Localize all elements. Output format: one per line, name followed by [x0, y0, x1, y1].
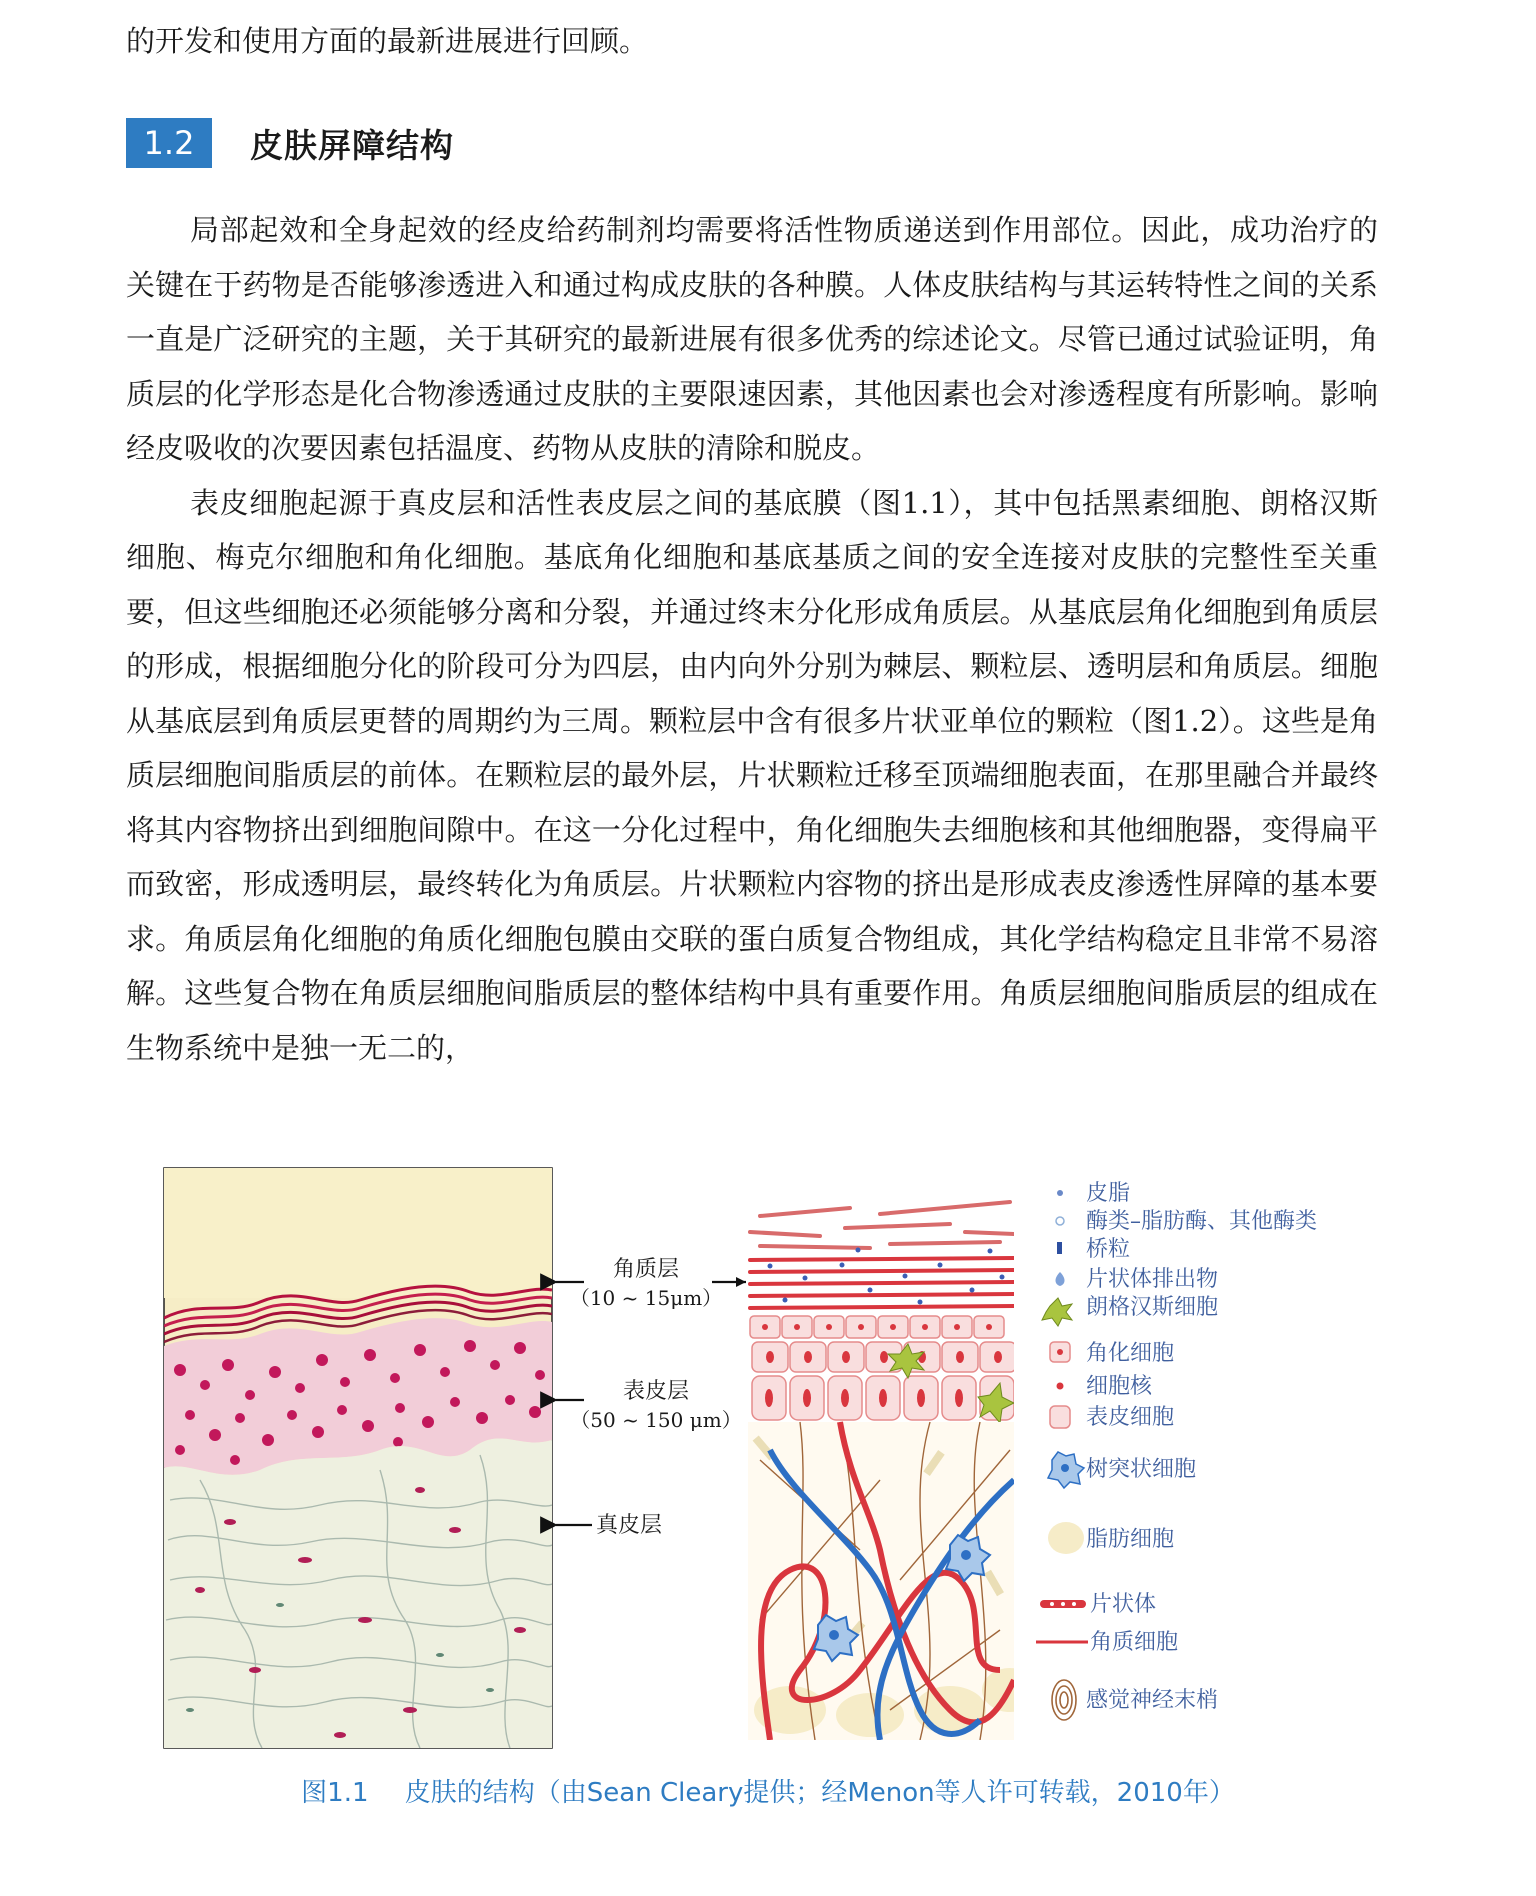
body-text [126, 203, 1378, 1075]
layer-label-stratum-corneum: 角质层 [612, 1257, 680, 1282]
caption-text: 皮肤的结构（由Sean Cleary提供；经Menon等人许可转载，2010年） [404, 1778, 1235, 1808]
fat-cell-icon [1048, 1522, 1084, 1554]
histology-photo [164, 1168, 552, 1748]
figure-number: 图1.1 [301, 1778, 369, 1808]
nerve-ending-icon [1052, 1680, 1076, 1720]
bar-icon [1057, 1242, 1062, 1254]
legend-item: 皮脂 [1086, 1181, 1131, 1206]
legend-labels [1086, 1181, 1317, 1713]
section-number: 1.2 [126, 118, 212, 168]
section-heading [126, 118, 454, 168]
circle-icon [1056, 1217, 1064, 1225]
legend-icons [1036, 1190, 1088, 1720]
legend-item: 表皮细胞 [1086, 1405, 1175, 1430]
drop-icon [1056, 1272, 1065, 1286]
legend-item: 角化细胞 [1086, 1341, 1175, 1366]
paragraph: 局部起效和全身起效的经皮给药制剂均需要将活性物质递送到作用部位。因此，成功治疗的关键在于药物是否能够渗透进入和通过构成皮肤的各种膜。人体皮肤结构与其运转特性之间的关系一直是广泛研究的主题，关于其研究的最新进展有很多优秀的综述论文。尽管已通过试验证明，角质层的化学形态是化合物渗透通过皮肤的主要限速因素，其他因素也会对渗透程度有所影响。影响经皮吸收的次要因素包括温度、药物从皮肤的清除和脱皮。 [126, 213, 1378, 465]
continued-text-line: 的开发和使用方面的最新进展进行回顾。 [126, 24, 649, 58]
legend-item: 感觉神经末梢 [1086, 1688, 1219, 1713]
legend-item: 角质细胞 [1090, 1630, 1179, 1655]
layer-labels [570, 1257, 742, 1538]
legend-item: 朗格汉斯细胞 [1086, 1295, 1219, 1320]
figure-caption [0, 1772, 1536, 1809]
dot-icon [1057, 1190, 1063, 1196]
figure-illustration [0, 1150, 1536, 1770]
nucleus-icon [1057, 1383, 1064, 1390]
legend-item: 桥粒 [1086, 1237, 1131, 1262]
legend-item: 片状体排出物 [1086, 1267, 1219, 1292]
layer-range-epidermis: （50 ~ 150 μm） [570, 1408, 742, 1432]
legend-item: 细胞核 [1086, 1374, 1153, 1399]
skin-structure-figure [0, 1150, 1536, 1770]
legend-item: 片状体 [1090, 1592, 1157, 1617]
legend-item: 脂肪细胞 [1086, 1527, 1175, 1552]
langerhans-cell-icon [1042, 1298, 1072, 1326]
paragraph: 表皮细胞起源于真皮层和活性表皮层之间的基底膜（图1.1），其中包括黑素细胞、朗格汉斯细胞、梅克尔细胞和角化细胞。基底角化细胞和基底基质之间的安全连接对皮肤的完整性至关重要，但这些细胞还必须能够分离和分裂，并通过终末分化形成角质层。从基底层角化细胞到角质层的形成，根据细胞分化的阶段可分为四层，由内向外分别为棘层、颗粒层、透明层和角质层。细胞从基底层到角质层更替的周期约为三周。颗粒层中含有很多片状亚单位的颗粒（图1.2）。这些是角质层细胞间脂质层的前体。在颗粒层的最外层，片状颗粒迁移至顶端细胞表面，在那里融合并最终将其内容物挤出到细胞间隙中。在这一分化过程中，角化细胞失去细胞核和其他细胞器，变得扁平而致密，形成透明层，最终转化为角质层。片状颗粒内容物的挤出是形成表皮渗透性屏障的基本要求。角质层角化细胞的角质化细胞包膜由交联的蛋白质复合物组成，其化学结构稳定且非常不易溶解。这些复合物在角质层细胞间脂质层的整体结构中具有重要作用。角质层细胞间脂质层的组成在生物系统中是独一无二的， [126, 485, 1378, 1065]
legend-item: 树突状细胞 [1086, 1457, 1197, 1482]
skin-schematic [748, 1190, 1038, 1740]
epidermal-cell-icon [1050, 1406, 1070, 1428]
layer-label-dermis: 真皮层 [596, 1513, 663, 1538]
legend-item: 酶类–脂肪酶、其他酶类 [1086, 1209, 1318, 1234]
layer-range-stratum-corneum: （10 ~ 15μm） [569, 1286, 723, 1310]
section-title: 皮肤屏障结构 [250, 125, 454, 165]
layer-label-epidermis: 表皮层 [622, 1379, 690, 1404]
